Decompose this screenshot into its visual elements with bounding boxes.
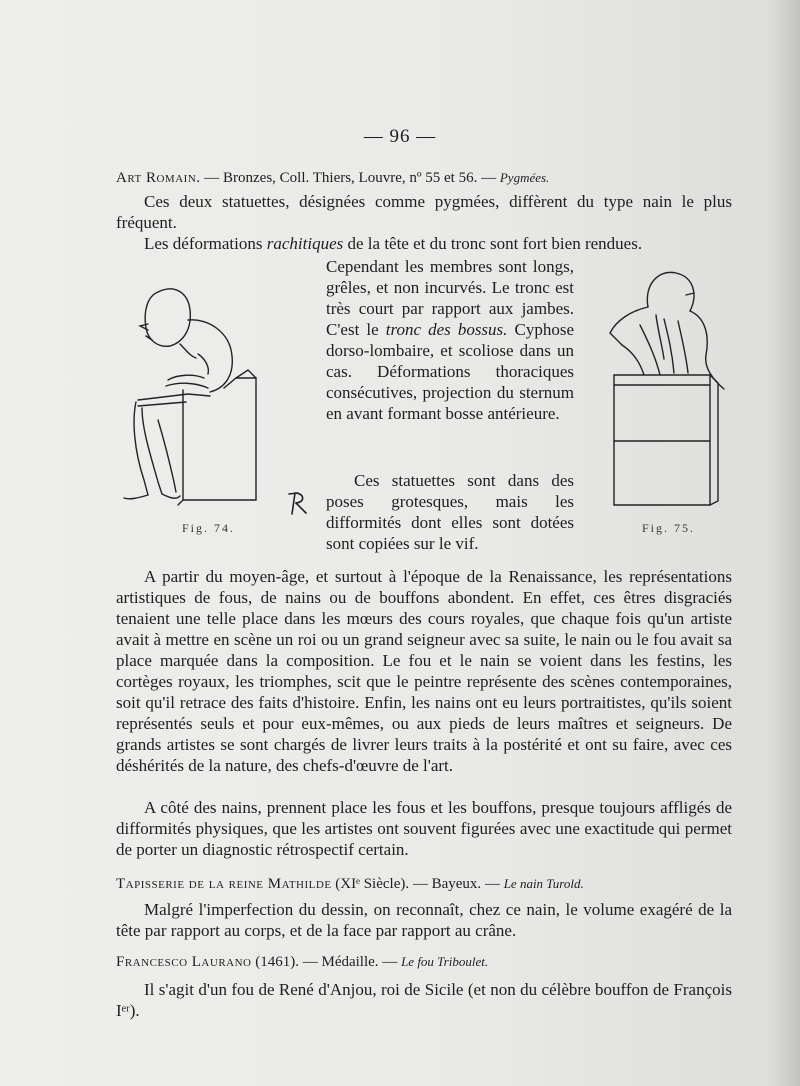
heading-main: (1461). — Médaille. — [251, 954, 402, 970]
heading-prefix: Francesco Laurano [116, 954, 252, 970]
page-edge-shadow [770, 0, 800, 1086]
column-text: Cependant les membres sont longs, grêles, et non incurvés. Le tronc est très court par rapport aux jambes. C'est le [326, 257, 574, 339]
page-number: — 96 — [363, 126, 437, 147]
paragraph-deformations [116, 233, 732, 254]
section-heading-art-romain [116, 170, 549, 187]
text-column-poses [326, 470, 574, 554]
heading-main: — Bronzes, Coll. Thiers, Louvre, nº 55 et 56. — [200, 170, 500, 186]
paragraph-turold [116, 899, 732, 941]
column-italic: tronc des bossus. [385, 320, 508, 339]
heading-prefix: Art Romain. [116, 170, 201, 186]
figure-74-statuette [118, 270, 263, 510]
paragraph-text: Ces deux statuettes, désignées comme pygmées, diffèrent du type nain le plus fréquent. [116, 192, 732, 232]
heading-prefix: Tapisserie de la reine Mathilde [116, 876, 332, 892]
paragraph-text: de la tête et du tronc sont fort bien rendues. [343, 234, 643, 253]
paragraph-text: Les déformations [144, 234, 267, 253]
figure-74-caption: Fig. 74. [182, 521, 236, 535]
paragraph-text: Malgré l'imperfection du dessin, on reconnaît, chez ce nain, le volume exagéré de la tête par rapport au corps, et de la face par rapport au crâne. [116, 900, 732, 940]
paragraph-intro [116, 191, 732, 233]
column-text: Ces statuettes sont dans des poses grotesques, mais les difformités dont elles sont dotées sont copiées sur le vif. [326, 471, 574, 553]
paragraph-fous [116, 797, 732, 860]
section-heading-laurano [116, 954, 488, 971]
heading-main: (XIᵉ Siècle). — Bayeux. — [331, 876, 504, 892]
monogram-signature [286, 490, 310, 516]
heading-italic: Pygmées. [499, 170, 550, 185]
column-text: Cyphose dorso-lombaire, et scoliose dans un cas. Déformations thoraciques consécutives, projection du sternum en avant formant bosse antérieure. [326, 320, 575, 423]
heading-italic: Le nain Turold. [503, 876, 584, 891]
paragraph-text: A côté des nains, prennent place les fous et les bouffons, presque toujours affligés de difformités physiques, que les artistes ont souvent figurées avec une exactitude qui permet de porter un diagnostic rétrospectif certain. [116, 798, 732, 859]
paragraph-text: Il s'agit d'un fou de René d'Anjou, roi de Sicile (et non du célèbre bouffon de François Iᵉʳ). [116, 980, 732, 1020]
section-heading-tapisserie [116, 876, 584, 893]
heading-italic: Le fou Triboulet. [401, 954, 489, 969]
text-column-description [326, 256, 574, 424]
figure-75-caption: Fig. 75. [642, 521, 696, 535]
paragraph-italic: rachitiques [266, 234, 344, 253]
paragraph-renaissance [116, 566, 732, 776]
paragraph-triboulet [116, 979, 732, 1021]
figure-75-statuette [600, 255, 735, 515]
paragraph-text: A partir du moyen-âge, et surtout à l'époque de la Renaissance, les représentations artistiques de fous, de nains ou de bouffons abondent. En effet, ces êtres disgraciés tenaient une telle place dans les mœurs des cours royales, que chaque fois qu'un artiste avait à mettre en scène un roi ou un grand seigneur avec sa suite, le nain ou le fou avait sa place marquée dans la composition. Le fou et le nain se voient dans les festins, les cortèges royaux, les triomphes, scit que le peintre représente des scènes contemporaines, soit qu'il retrace des faits d'histoire. Enfin, les nains ont eu leurs portraitistes, qu'ils soient représentés seuls et pour eux-mêmes, ou aux pieds de leurs maîtres et seigneurs. De grands artistes se sont chargés de livrer leurs traits à la postérité et ont su faire, avec ces déshérités de la nature, des chefs-d'œuvre de l'art. [116, 567, 732, 775]
